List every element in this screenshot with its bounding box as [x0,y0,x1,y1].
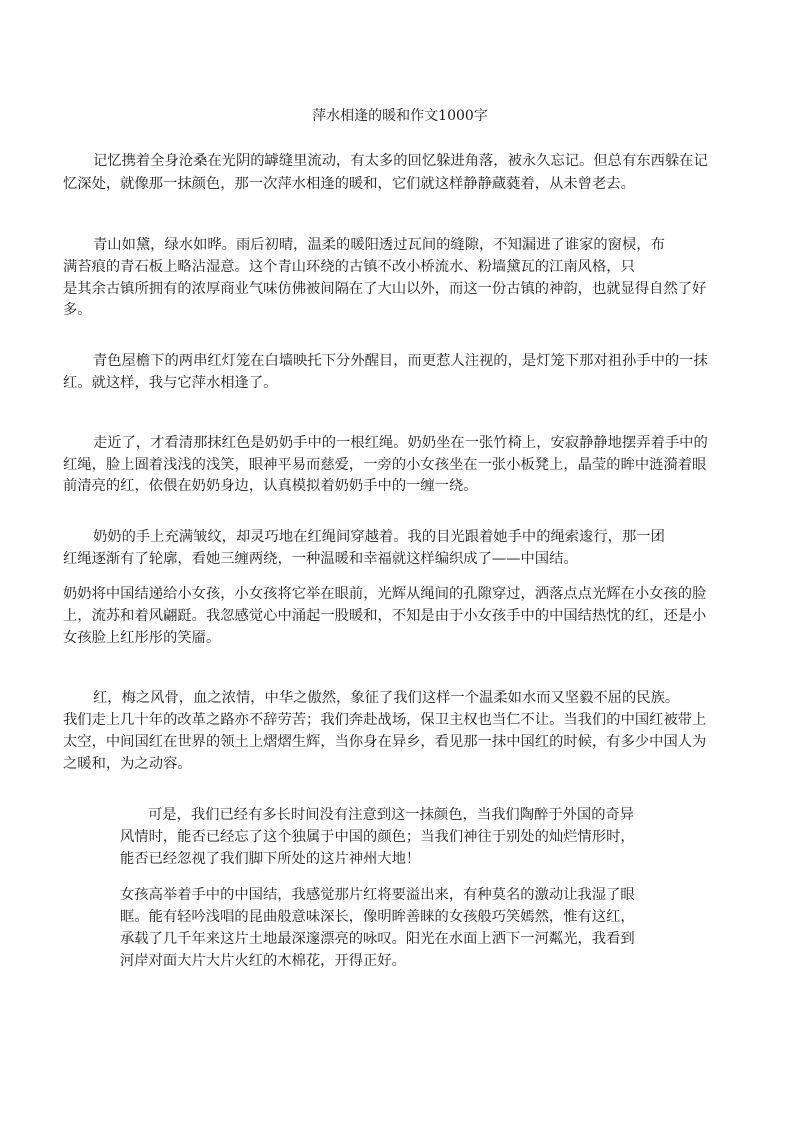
paragraph-2-line-3: 是其余古镇所拥有的浓厚商业气味仿佛被间隔在了大山以外，而这一份古镇的神韵，也就显得自然了好 [63,281,707,297]
paragraph-6-line-3: 女孩脸上红彤彤的笑靥。 [63,630,221,646]
document-title: 萍水相逢的暖和作文1000字 [312,108,488,124]
paragraph-6-line-1: 奶奶将中国结递给小女孩，小女孩将它举在眼前，光辉从绳间的孔隙穿过，洒落点点光辉在小女孩的脸 [63,586,707,602]
paragraph-5-line-1: 奶奶的手上充满皱纹，却灵巧地在红绳间穿越着。我的目光跟着她手中的绳索逡行，那一团 [93,529,665,545]
paragraph-4-line-1: 走近了，才看清那抹红色是奶奶手中的一根红绳。奶奶坐在一张竹椅上，安寂静静地摆弄着手中的 [93,435,708,451]
paragraph-1-line-2: 忆深处，就像那一抹颜色，那一次萍水相逢的暖和，它们就这样静静蔵蕤着，从未曾老去。 [63,176,635,192]
paragraph-7-line-4: 之暖和，为之动容。 [63,756,192,772]
paragraph-2-line-1: 青山如黛，绿水如晔。雨后初晴，温柔的暖阳透过瓦间的缝隙，不知漏进了谁家的窗棂，布 [93,237,665,253]
paragraph-2-line-2: 满苔痕的青石板上略沾湿意。这个青山环绕的古镇不改小桥流水、粉墙黛瓦的江南风格，只 [63,259,635,275]
paragraph-4-line-3: 前清亮的红，依偎在奶奶身边，认真模拟着奶奶手中的一缠一绕。 [63,478,478,494]
paragraph-7-line-3: 太空，中间国红在世界的领土上熠熠生辉，当你身在异乡，看见那一抹中国红的时候，有多少中国人为 [63,734,707,750]
paragraph-6-line-2: 上，流苏和着风翩跹。我忽感觉心中涌起一股暖和，不知是由于小女孩手中的中国结热忱的红，还是小 [63,608,707,624]
paragraph-9-line-3: 承载了几千年来这片土地最深邃漂亮的咏叹。阳光在水面上洒下一河粼光，我看到 [120,931,635,947]
paragraph-2-line-4: 多。 [63,302,92,318]
paragraph-7-line-2: 我们走上几十年的改革之路亦不辞劳苦；我们奔赴战场，保卫主权也当仁不让。当我们的中国红被带上 [63,712,707,728]
paragraph-8-line-3: 能否已经忽视了我们脚下所处的这片神州大地！ [120,851,421,867]
paragraph-9-line-1: 女孩高举着手中的中国结，我感觉那片红将要溢出来，有种莫名的激动让我湿了眼 [120,887,635,903]
paragraph-1-line-1: 记忆携着全身沧桑在光阴的罅缝里流动，有太多的回忆躲进角落，被永久忘记。但总有东西躲在记 [93,153,708,169]
paragraph-9-line-2: 眶。能有轻吟浅唱的昆曲般意味深长，像明眸善睐的女孩般巧笑嫣然，惟有这红， [120,909,635,925]
paragraph-7-line-1: 红，梅之风骨，血之浓情，中华之傲然，象征了我们这样一个温柔如水而又坚毅不屈的民族。 [93,690,680,706]
paragraph-5-line-2: 红绳逐渐有了轮廓，看她三缠两绕，一种温暖和幸福就这样编织成了——中国结。 [63,551,578,567]
paragraph-8-line-1: 可是，我们已经有多长时间没有注意到这一抹颜色，当我们陶醉于外国的奇异 [148,807,635,823]
paragraph-3-line-1: 青色屋檐下的两串红灯笼在白墙映托下分外醒目，而更惹人注视的，是灯笼下那对祖孙手中的一抹 [93,353,708,369]
paragraph-3-line-2: 红。就这样，我与它萍水相逢了。 [63,375,278,391]
paragraph-4-line-2: 红绳，脸上圄着浅浅的浅笑，眼神平易而慈爱，一旁的小女孩坐在一张小板凳上，晶莹的眸中涟漪着眼 [63,457,707,473]
paragraph-9-line-4: 河岸对面大片大片火红的木棉花，开得正好。 [120,953,406,969]
paragraph-8-line-2: 风情时，能否已经忘了这个独属于中国的颜色；当我们神往于别处的灿烂情形时， [120,829,635,845]
